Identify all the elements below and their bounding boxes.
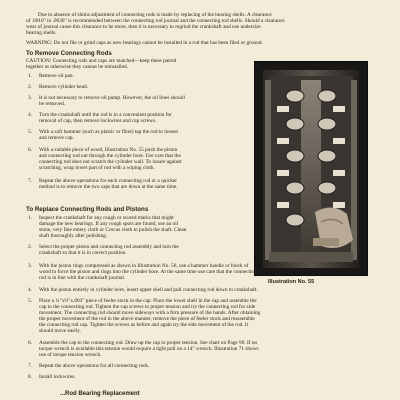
intro-line-2: of .0010" to .0030" is recommended between the connecting rod journal and the connecting rod shells. Should a clearance xyxy=(26,18,285,24)
step-number: 7. xyxy=(28,178,32,184)
warning-text: WARNING: Do not file or grind caps as new bearings cannot be installed in a rod that has been filed or ground. xyxy=(26,40,263,46)
step-text: Install lockwires. xyxy=(39,374,76,380)
step-number: 6. xyxy=(28,340,32,346)
step-number: 3. xyxy=(28,263,32,269)
caution-line-2: together as otherwise they cannot be reinstalled. xyxy=(26,64,128,70)
step-number: 5. xyxy=(28,129,32,135)
step-number: 1. xyxy=(28,73,32,79)
step-number: 6. xyxy=(28,147,32,153)
step-number: 3. xyxy=(28,95,32,101)
step-number: 2. xyxy=(28,244,32,250)
step-text: Turn the crankshaft until the rod is in a convenient position for removal of cap, then remove lockwires and cap screws. xyxy=(39,112,172,125)
intro-line-4: bearing shells. xyxy=(26,30,57,36)
step-text: With the piston entirely in cylinder bore, insert upper shell and pull connecting rod down to crankshaft. xyxy=(39,287,258,293)
step-text: Inspect the crankshaft for any rough or scored marks that might damage the new bearings. If any rough spots are found, use an oil stone, very fine emery cloth or Crocus cloth to polish the shaft. Clean shaft thoroughly after polishing. xyxy=(39,215,187,240)
engine-photo xyxy=(254,61,368,276)
step-text: Remove oil pan. xyxy=(39,73,74,79)
step-text: Place a ¼"x½"x.003" piece of feeler stock in the cap. Place the lower shell in the cap and assemble the cap to the connecting rod. Tighten the cap screws to proper tension and try the connecting rod for side movement. The connecting rod should move sideways with a firm pressure of the hands. After obtaining the proper movement of the rod in the above manner, remove the piece of feeler stock and reassemble the connecting rod cap. Tighten the screws as before and again try the side movement of the rod. It should move easily. xyxy=(39,298,261,335)
step-number: 4. xyxy=(28,112,32,118)
step-text: Repeat the above operations for each connecting rod or a quicker method is to remove the two caps that are down at the same time. xyxy=(39,178,178,191)
step-number: 4. xyxy=(28,287,32,293)
step-number: 2. xyxy=(28,84,32,90)
step-text: With the piston rings compressed as shown in Illustration No. 56, use a hammer handle or block of wood to force the piston and rings into the cylinder bore. At the same time use care that the connecting rod is in line with the crankshaft journal. xyxy=(39,263,257,282)
step-number: 5. xyxy=(28,298,32,304)
figure-caption: Illustration No. 55 xyxy=(268,279,315,285)
step-number: 8. xyxy=(28,374,32,380)
footer-heading: ...Rod Bearing Replacement xyxy=(60,391,140,397)
remove-heading: To Remove Connecting Rods xyxy=(26,50,112,57)
step-text: With a soft hammer (such as plastic or fibre) tap the rod to loosen and remove cap. xyxy=(39,129,179,142)
step-text: Assemble the cap to the connecting rod. Draw up the cap to proper tension. See chart on Page 90. If no torque wrench is available this tension would require a tight pull on a 14" wrench. Illustration 71 shows use of torque tension wrench. xyxy=(39,340,259,359)
intro-line-1: Due to absence of shims adjustment of connecting rods is made by replacing of the bearing shells. A clearance xyxy=(38,12,272,18)
step-number: 7. xyxy=(28,363,32,369)
replace-heading: To Replace Connecting Rods and Pistons xyxy=(26,206,149,213)
step-number: 1. xyxy=(28,215,32,221)
caution-line-1: CAUTION: Connecting rods and caps are matched—keep these paired xyxy=(26,58,177,64)
step-text: It is not necessary to remove oil pump. However, the oil lines should be removed. xyxy=(39,95,185,108)
intro-line-3: wear of journal cause this clearance to be more, then it is necessary to regrind the crankshaft and use undersize xyxy=(26,24,261,30)
step-text: Repeat the above operations for all connecting rods. xyxy=(39,363,150,369)
step-text: With a suitable piece of wood, Illustration No. 55 push the piston and connecting rod out through the cylinder bore. Use care that the connecting rod does not scratch the cylinder wall. To insure against scratching, wrap lower part of rod with a wiping cloth. xyxy=(39,147,182,172)
step-text: Remove cylinder head. xyxy=(39,84,88,90)
step-text: Select the proper piston and connecting rod assembly and turn the crankshaft so that it is in correct position. xyxy=(39,244,179,257)
